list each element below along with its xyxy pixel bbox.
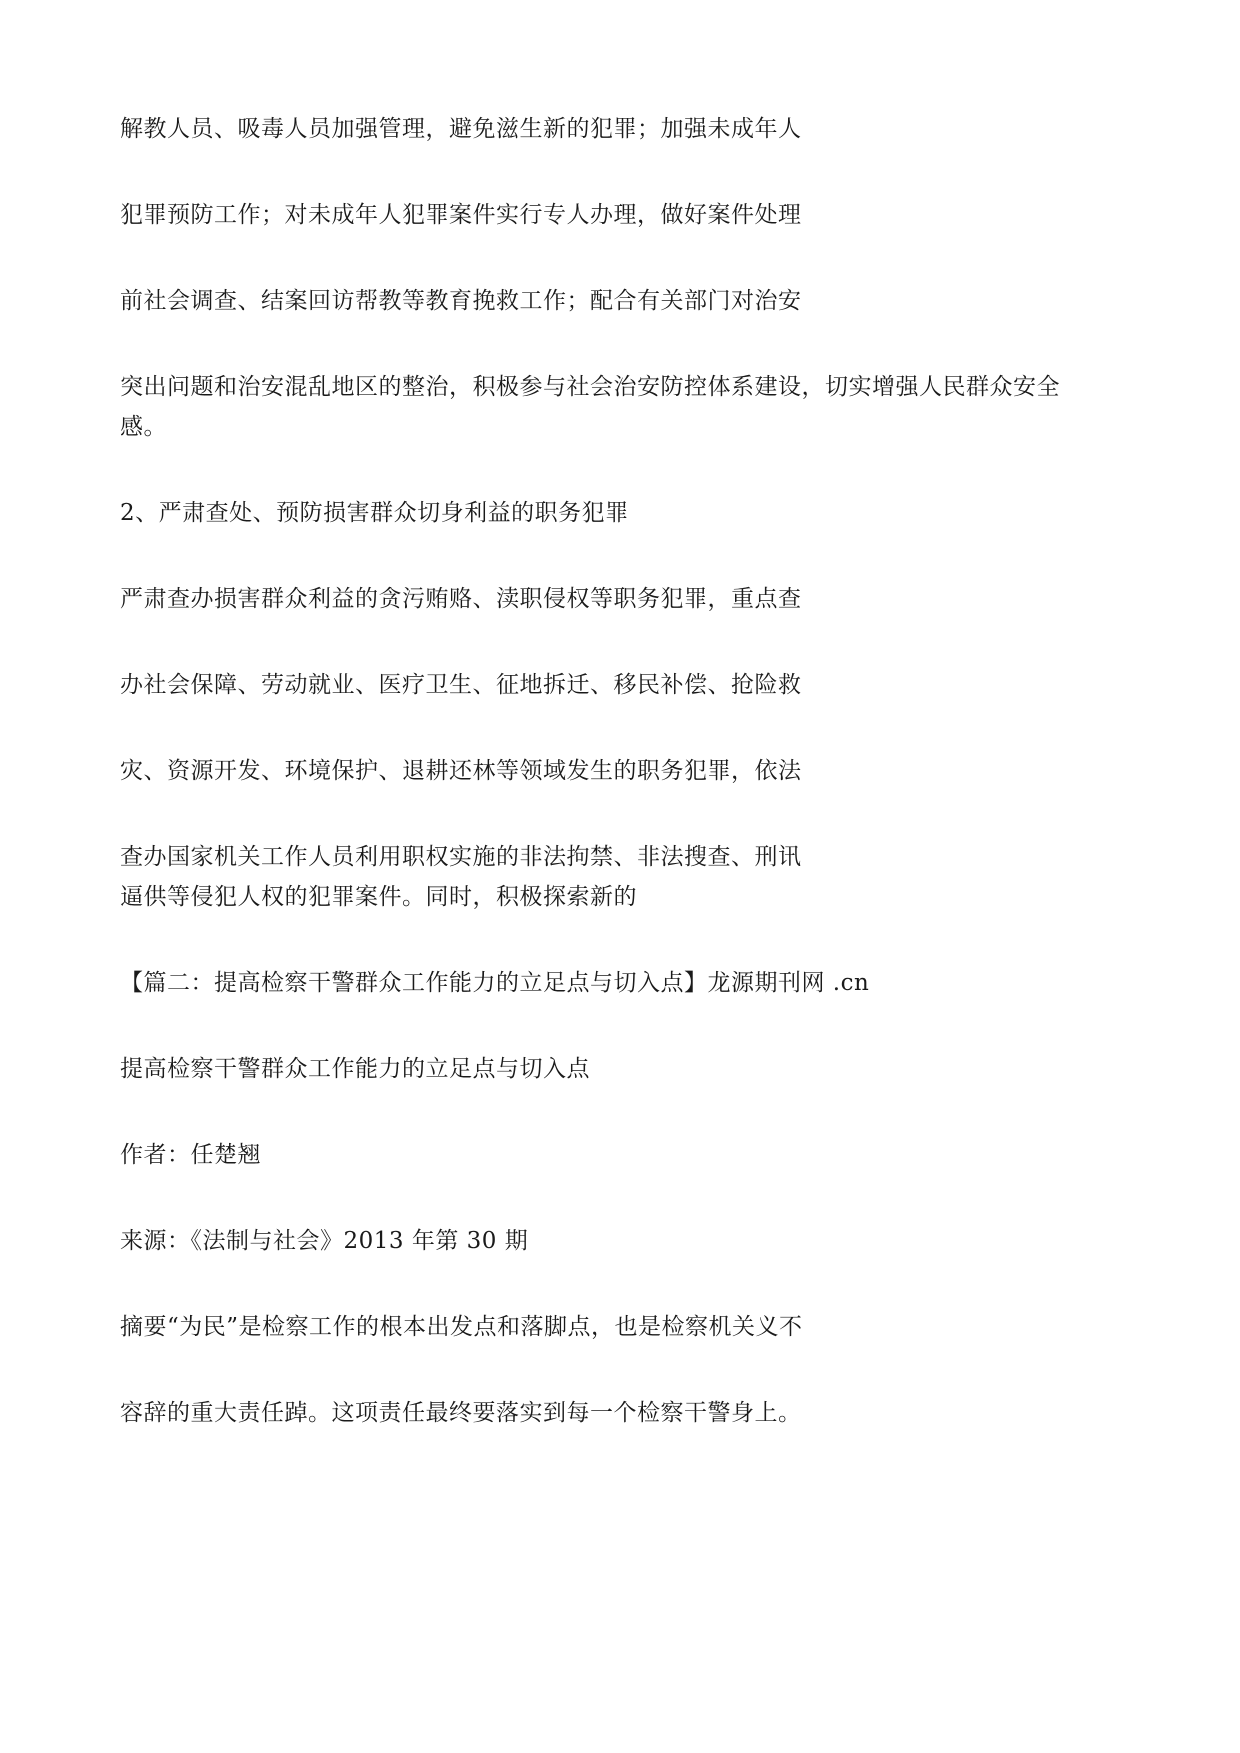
text-line: 灾、资源开发、环境保护、退耕还林等领域发生的职务犯罪，依法 <box>120 758 802 784</box>
section-heading: 2、严肃查处、预防损害群众切身利益的职务犯罪 <box>120 500 629 526</box>
text-line: 突出问题和治安混乱地区的整治，积极参与社会治安防控体系建设，切实增强人民群众安全 <box>120 374 1060 400</box>
text-line: 摘要“为民”是检察工作的根本出发点和落脚点，也是检察机关义不 <box>120 1314 803 1340</box>
text-line: 逼供等侵犯人权的犯罪案件。同时，积极探索新的 <box>120 884 637 910</box>
article-title: 提高检察干警群众工作能力的立足点与切入点 <box>120 1056 590 1082</box>
text-line: 犯罪预防工作；对未成年人犯罪案件实行专人办理，做好案件处理 <box>120 202 802 228</box>
text-line: 前社会调查、结案回访帮教等教育挽救工作；配合有关部门对治安 <box>120 288 802 314</box>
article-header: 【篇二：提高检察干警群众工作能力的立足点与切入点】龙源期刊网 .cn <box>120 970 870 996</box>
text-line: 感。 <box>120 414 167 440</box>
text-line: 办社会保障、劳动就业、医疗卫生、征地拆迁、移民补偿、抢险救 <box>120 672 802 698</box>
text-line: 严肃查办损害群众利益的贪污贿赂、渎职侵权等职务犯罪，重点查 <box>120 586 802 612</box>
article-author: 作者：任楚翘 <box>120 1142 261 1168</box>
text-line: 查办国家机关工作人员利用职权实施的非法拘禁、非法搜查、刑讯 <box>120 844 802 870</box>
text-line: 容辞的重大责任踔。这项责任最终要落实到每一个检察干警身上。 <box>120 1400 802 1426</box>
article-source: 来源：《法制与社会》2013 年第 30 期 <box>120 1228 529 1254</box>
text-line: 解教人员、吸毒人员加强管理，避免滋生新的犯罪；加强未成年人 <box>120 116 802 142</box>
